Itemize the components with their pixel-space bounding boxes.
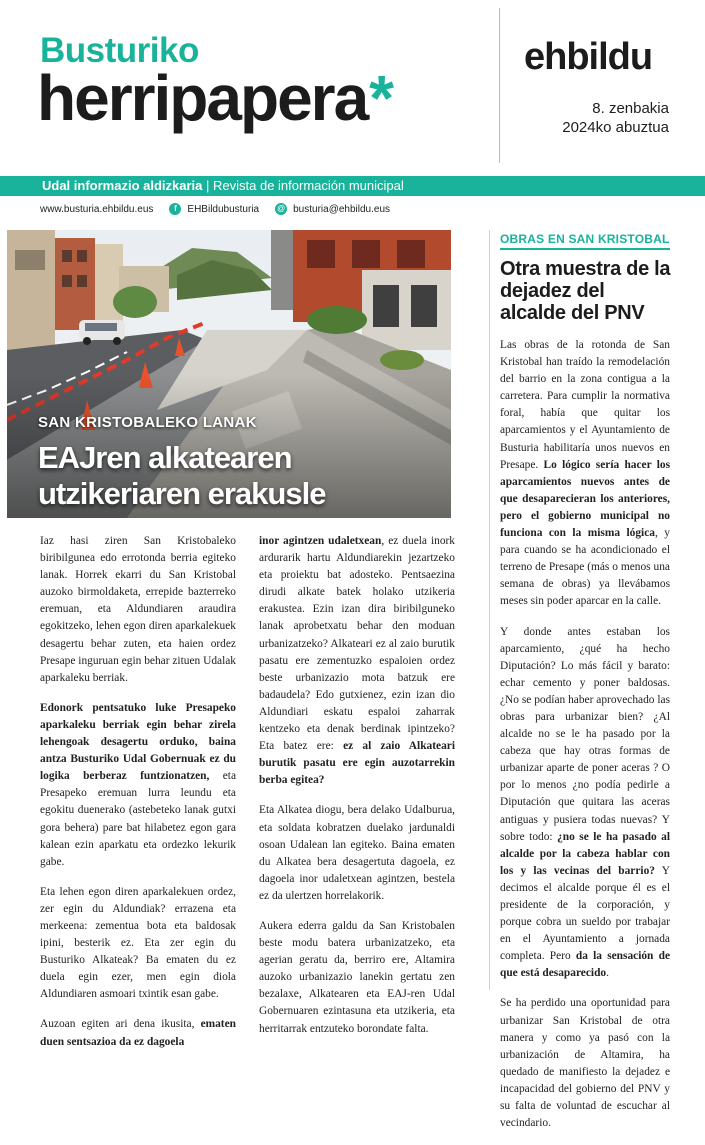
paragraph-text: . (606, 967, 609, 980)
feature-title-line1: EAJren alkatearen (38, 440, 292, 475)
contact-bar (40, 203, 390, 215)
paragraph (259, 533, 455, 789)
paragraph-highlight: da la sensación de que está desaparecido (500, 950, 670, 980)
facebook-link[interactable]: EHBildubusturia (187, 203, 260, 215)
asterisk-icon: * (369, 62, 393, 134)
paragraph (500, 337, 670, 611)
paragraph: Eta Alkatea diogu, bera delako Udalburua, eta soldata kobratzen duelako jardunaldi osoan Udalean lan egiteko. Baina ematen du Alkatea bera desagertuta dagoela, ez dagoela inor udaletxean agintzen, bestela ez da ulertzen horrelakorik. (259, 804, 455, 902)
masthead-title: herripapera (37, 62, 368, 134)
paragraph-highlight: inor agintzen udaletxean (259, 535, 382, 547)
website-link[interactable]: www.busturia.ehbildu.eus (40, 203, 154, 215)
feature-title (38, 440, 325, 512)
band-spanish: Revista de información municipal (213, 178, 404, 193)
paragraph-text: , y para cuando se ha acondicionado el terreno de Presape (más o menos una semana de obras) ya llevábamos meses sin poder aparcar en la calle. (500, 527, 670, 608)
paragraph: Eta lehen egon diren aparkalekuen ordez, zer egin du Aldundiak? errazena eta merkeena: zementua bota eta baldosak ipini, besterik ez. Eta zer egin du Busturiko Alkateak? Ba ematen du ez duela egin ezer, men egin diola Aldundiaren asmoari txintik esan gabe. (40, 885, 236, 1001)
basque-article-col1 (40, 533, 236, 1064)
paragraph-highlight: Edonork pentsatuko luke Presapeko aparkaleku berriak egin behar zirela lehengoak desagertu orduko, baina antza Busturiko Udal Gobernuak ez du logika berberaz funtzionatzen, (40, 701, 236, 783)
paragraph: Se ha perdido una oportunidad para urbanizar San Kristobal de otra manera y como ya pasó con la urbanización de Altamira, ha quedado de manifiesto la dejadez e incapacidad del gobierno del PNV y su falta de voluntad de escuchar al vecindario. (500, 997, 670, 1130)
issue-number: 8. zenbakia (592, 100, 669, 117)
paragraph-highlight: ¿no se le ha pasado al alcalde por la cabeza hablar con los y las vecinas del barrio? (500, 830, 670, 877)
masthead-divider (499, 8, 500, 163)
paragraph-highlight: ez al zaio Alkateari burutik pasatu ere egin auzotarrekin berba egitea? (259, 740, 455, 787)
paragraph-text: Y donde antes estaban los aparcamiento, ¿qué ha hecho Diputación? Lo más fácil y barato: echar cemento y poner baldosas. ¿No se podían haber aprovechado las obras para urbanizar bien? ¿Al alcalde no se le ha pasado por la cabeza que hay otras formas de urbanizar aparte de poner aceras ? O por lo menos ¿no podía pedirle a Diputación que quitara las aceras antiguas y pusiera todas nuevas? Y sobre todo: (500, 625, 670, 843)
paragraph-text: , ez duela inork ardurarik hartu Aldundiarekin jezartzeko eta proiektu bat adosteko. Pentsaezina dirudi alkate batek holako utzikeria erakustea. Ezin izan dira biribilguneko lanak aprobetxatu behar den moduan urbanizatzeko? Alkateari ez al zaio burutik pasatu ere zementuzko espaloien ordez beste urbanizazio mota batzuk ere badaudela? Edo gutxienez, ezin izan dio Aldundiari eskatu espaloi zaharrak kentzeko eta denak berdinak ipintzeko? Eta batez ere: (259, 535, 456, 753)
paragraph: Iaz hasi ziren San Kristobaleko biribilgunea edo errotonda berria egiteko lanak. Horrek ekarri du San Kristobal auzoko birmoldaketa, errepide bazterreko eremuan, eta Aldundiaren araudira egokitzeko, lehen egon diren aparkalekuek desagertu behar zuten, eta haien ordez Presape inguruan egin behar zituen Udalak aparkaleku berriak. (40, 535, 236, 684)
paragraph-text: Y decimos el alcalde porque él es el presidente de la corporación, y porque cobra un sueldo por trabajar en el Ayuntamiento a jornada completa. Pero (500, 864, 670, 963)
masthead-title-wrap (37, 62, 393, 134)
spanish-headline: Otra muestra de la dejadez del alcalde del PNV (500, 258, 671, 324)
issue-info (562, 99, 669, 137)
paragraph (40, 1016, 236, 1050)
feature-title-line2: utzikeriaren erakusle (38, 476, 326, 511)
issue-date: 2024ko abuztua (562, 119, 669, 136)
subtitle-band (0, 176, 705, 196)
paragraph (500, 624, 670, 983)
paragraph-text: Las obras de la rotonda de San Kristobal han traído la remodelación del barrio en la zona contigua a la carretera. Para cumplir la normativa foral, había que quitar los aparcamientos y el Ayuntamiento de Busturia habilitaría unos nuevos en Presape. (500, 339, 670, 471)
band-basque: Udal informazio aldizkaria (42, 178, 203, 193)
band-separator: | (206, 178, 210, 193)
paragraph-highlight: ematen duen sentsazioa da ez dagoela (40, 1018, 236, 1048)
spanish-article-body (500, 337, 670, 1145)
section-label: OBRAS EN SAN KRISTOBAL (500, 232, 670, 246)
paragraph (40, 700, 236, 871)
email-link[interactable]: busturia@ehbildu.eus (293, 203, 391, 215)
basque-article-col2 (259, 533, 455, 1051)
column-divider (489, 230, 490, 990)
party-logo: ehbildu (524, 36, 653, 78)
paragraph-text: eta Presapeko eremuan lurra leundu eta egokitu duenerako (astebeteko lanak gutxi gora behera) pare bat hilabetez egon gara kalean ezin aparkatu eta ordezko lekurik gabe. (40, 770, 236, 868)
paragraph-text: Auzoan egiten ari dena ikusita, (40, 1018, 201, 1031)
paragraph: Aukera ederra galdu da San Kristobalen beste modu batera urbanizatzeko, eta agerian geratu da, berriro ere, Altamira auzoko urbanizazio lanekin gertatu zen bezalaxe, Alkatearen eta EAJ-ren Udal Gobernuaren ezintasuna eta utzikeria, eta herritarrak entzuteko borondate falta. (259, 919, 455, 1035)
section-underline (500, 248, 670, 250)
email-icon: @ (275, 203, 287, 215)
paragraph-highlight: Lo lógico sería hacer los aparcamientos nuevos antes de que desaparecieran los anteriores, pero el gobierno municipal no funciona con la misma lógica (500, 458, 670, 540)
feature-kicker: SAN KRISTOBALEKO LANAK (38, 414, 257, 431)
masthead-town: Busturiko (40, 31, 199, 70)
facebook-icon: f (169, 203, 181, 215)
